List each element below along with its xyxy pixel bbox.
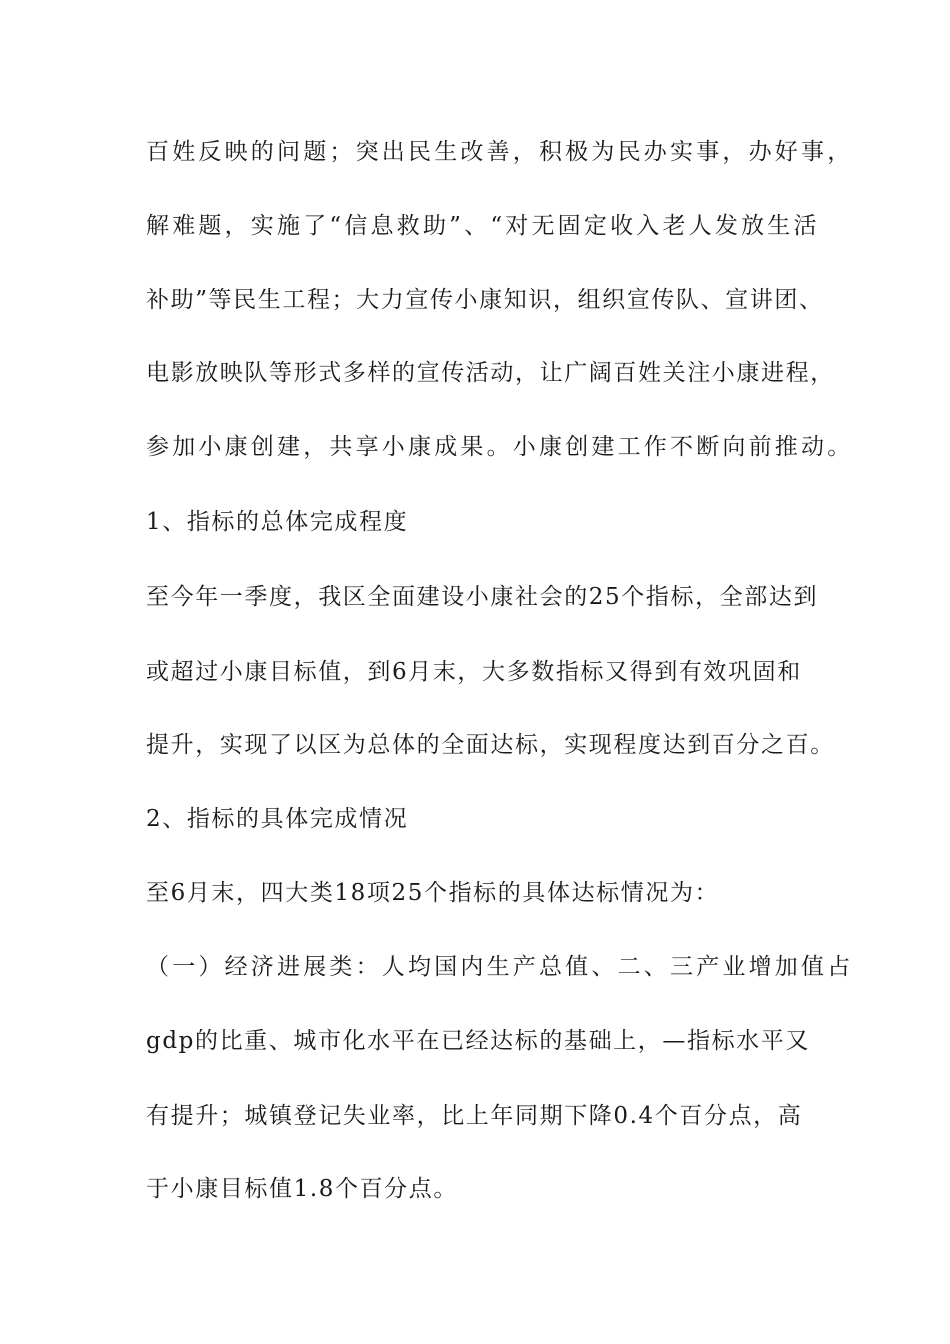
paragraph-line: 补助”等民生工程；大力宣传小康知识，组织宣传队、宣讲团、: [146, 287, 824, 313]
paragraph-line: 参加小康创建，共享小康成果。小康创建工作不断向前推动。: [146, 434, 854, 460]
paragraph-line: gdp的比重、城市化水平在已经达标的基础上，—指标水平又: [146, 1028, 810, 1054]
paragraph-line: 至今年一季度，我区全面建设小康社会的25个指标，全部达到: [146, 584, 819, 610]
paragraph-line: 提升，实现了以区为总体的全面达标，实现程度达到百分之百。: [146, 732, 835, 758]
section-heading: 2、指标的具体完成情况: [146, 806, 409, 832]
paragraph-line: 或超过小康目标值，到6月末，大多数指标又得到有效巩固和: [146, 659, 802, 685]
paragraph-line: （一）经济进展类：人均国内生产总值、二、三产业增加值占: [146, 954, 854, 980]
paragraph-line: 于小康目标值1.8个百分点。: [146, 1176, 458, 1202]
paragraph-line: 解难题，实施了“信息救助”、“对无固定收入老人发放生活: [146, 213, 820, 239]
paragraph-line: 有提升；城镇登记失业率，比上年同期下降0.4个百分点，高: [146, 1103, 803, 1129]
paragraph-line: 百姓反映的问题；突出民生改善，积极为民办实事，办好事，: [146, 139, 854, 165]
section-heading: 1、指标的总体完成程度: [146, 509, 409, 535]
paragraph-line: 电影放映队等形式多样的宣传活动，让广阔百姓关注小康进程，: [146, 360, 835, 386]
paragraph-line: 至6月末，四大类18项25个指标的具体达标情况为：: [146, 880, 720, 906]
